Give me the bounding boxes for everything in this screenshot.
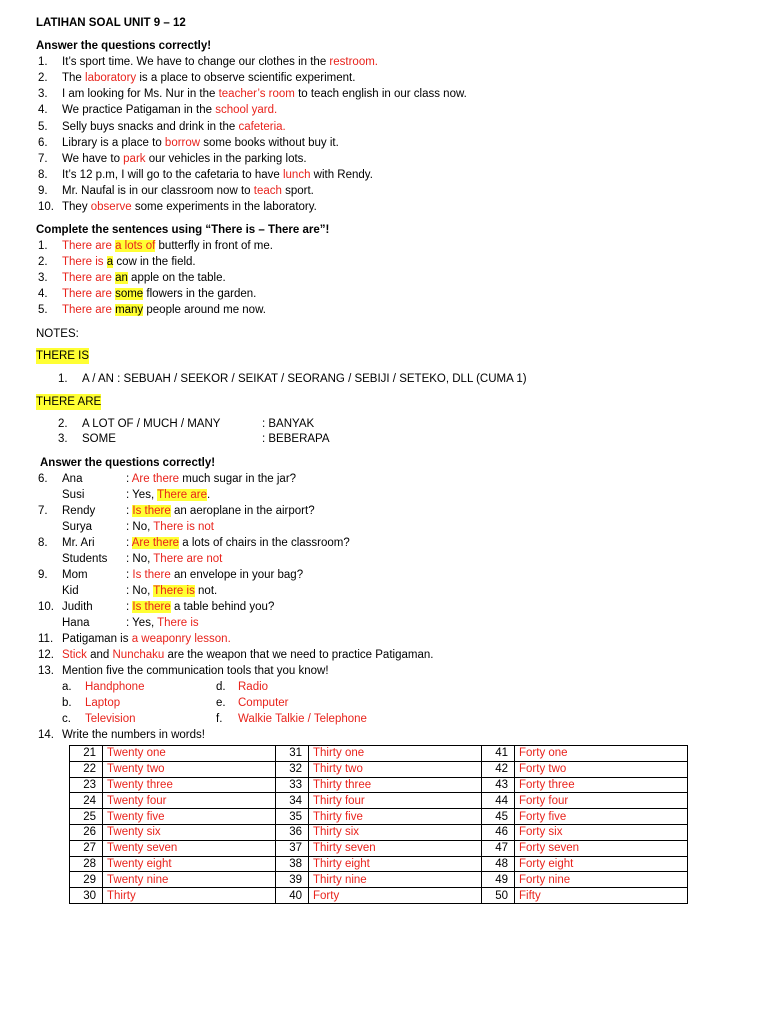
answer-item <box>62 679 144 695</box>
notes-there-is: THERE IS <box>36 350 90 362</box>
text-fragment: We have to <box>62 152 124 165</box>
item-number: 3. <box>38 272 48 284</box>
word-cell: Forty one <box>515 746 688 762</box>
text-fragment: There are <box>62 304 116 316</box>
item-number: 5. <box>38 304 48 316</box>
number-cell: 41 <box>482 746 515 762</box>
text-fragment: with Rendy. <box>310 169 373 182</box>
text-fragment: observe <box>90 201 132 214</box>
word-cell: Twenty two <box>103 761 276 777</box>
answer-value: Television <box>85 713 136 725</box>
text-fragment: a lots of <box>115 240 156 252</box>
question-item <box>38 135 339 151</box>
word-cell: Thirty eight <box>309 856 482 872</box>
answer-item <box>216 679 268 695</box>
word-cell: Forty two <box>515 761 688 777</box>
word-cell: Twenty nine <box>103 872 276 888</box>
number-cell: 34 <box>276 793 309 809</box>
text-fragment: It’s 12 p.m, I will go to the cafetaria to have <box>62 169 283 182</box>
answer-value: Handphone <box>85 681 145 693</box>
text-fragment: some experiments in the laboratory. <box>131 201 317 214</box>
number-cell: 21 <box>70 746 103 762</box>
number-cell: 22 <box>70 761 103 777</box>
text-fragment: I am looking for Ms. Nur in the <box>62 88 219 101</box>
text-fragment: Are there <box>131 537 180 549</box>
text-fragment: Mr. Naufal is in our classroom now to <box>62 185 254 198</box>
dialog-line <box>38 471 296 487</box>
word-cell: Forty three <box>515 777 688 793</box>
word-cell: Twenty five <box>103 809 276 825</box>
word-cell: Forty four <box>515 793 688 809</box>
item-number: 10. <box>38 601 54 613</box>
number-cell: 29 <box>70 872 103 888</box>
number-cell: 36 <box>276 824 309 840</box>
answer-item <box>216 695 289 711</box>
word-cell: Forty nine <box>515 872 688 888</box>
text-fragment: Are there <box>131 473 180 485</box>
word-cell: Thirty four <box>309 793 482 809</box>
text-fragment: not. <box>194 585 218 597</box>
text-fragment: teacher’s room <box>218 88 295 101</box>
item-number: 8. <box>38 169 48 182</box>
dialog-line <box>38 599 274 615</box>
word-cell: Thirty nine <box>309 872 482 888</box>
text-fragment: There are <box>62 240 116 252</box>
text-fragment: : <box>126 537 132 549</box>
text-fragment: We practice Patigaman in the <box>62 104 216 117</box>
item-number: 3. <box>38 88 48 101</box>
word-cell: Thirty six <box>309 824 482 840</box>
item-number: 9. <box>38 185 48 198</box>
text-fragment: much sugar in the jar? <box>179 473 297 485</box>
question-14: 14. Write the numbers in words! <box>38 729 205 741</box>
item-number: 6. <box>38 136 48 149</box>
item-number: 2. <box>38 256 48 268</box>
item-number: 1. <box>38 240 48 252</box>
text-fragment: our vehicles in the parking lots. <box>145 152 307 165</box>
speaker-name: Students <box>62 553 108 565</box>
page-title: LATIHAN SOAL UNIT 9 – 12 <box>36 17 186 29</box>
number-cell: 35 <box>276 809 309 825</box>
table-row <box>70 777 688 793</box>
answer-value: Walkie Talkie / Telephone <box>238 713 367 725</box>
number-cell: 49 <box>482 872 515 888</box>
text-fragment: It’s sport time. We have to change our clothes in the <box>62 56 330 68</box>
text-fragment: There is <box>157 617 199 629</box>
text-fragment: : <box>126 569 133 581</box>
text-fragment: There are <box>157 489 207 501</box>
answer-letter: d. <box>216 681 226 693</box>
text-fragment: a lots of chairs in the classroom? <box>179 537 350 549</box>
number-cell: 44 <box>482 793 515 809</box>
text-fragment: restroom. <box>329 56 378 68</box>
number-cell: 26 <box>70 824 103 840</box>
number-cell: 43 <box>482 777 515 793</box>
question-11: 11. Patigaman is a weaponry lesson. <box>38 633 231 645</box>
table-row <box>70 888 688 904</box>
question-item <box>38 183 314 199</box>
text-fragment: lunch <box>282 169 311 182</box>
text-fragment: Nunchaku <box>112 649 165 661</box>
number-cell: 28 <box>70 856 103 872</box>
number-cell: 33 <box>276 777 309 793</box>
text-fragment: to teach english in our class now. <box>294 88 467 101</box>
text-fragment: flowers in the garden. <box>143 288 257 300</box>
text-fragment: Selly buys snacks and drink in the <box>62 120 239 133</box>
word-cell: Thirty seven <box>309 840 482 856</box>
sentence-item <box>38 270 226 286</box>
text-fragment: There is not <box>153 521 215 533</box>
text-fragment: some <box>115 288 144 300</box>
word-cell: Forty <box>309 888 482 904</box>
question-item <box>38 102 277 118</box>
speaker-name: Judith <box>62 601 93 613</box>
text-fragment: : Yes, <box>126 617 158 629</box>
text-fragment: are the weapon that we need to practice Patigaman. <box>164 649 434 661</box>
text-fragment: sport. <box>281 185 314 198</box>
item-number: 8. <box>38 537 48 549</box>
number-cell: 32 <box>276 761 309 777</box>
word-cell: Twenty four <box>103 793 276 809</box>
item-number: 9. <box>38 569 48 581</box>
number-cell: 47 <box>482 840 515 856</box>
sentence-item <box>38 302 266 318</box>
table-row <box>70 856 688 872</box>
question-12: 12. Stick and Nunchaku are the weapon that we need to practice Patigaman. <box>38 649 434 661</box>
text-fragment: cafeteria. <box>238 120 286 133</box>
text-fragment: : Yes, <box>126 489 158 501</box>
table-row <box>70 824 688 840</box>
dialog-line <box>38 551 222 567</box>
dialog-line <box>38 519 214 535</box>
dialog-line <box>38 583 217 599</box>
word-cell: Twenty one <box>103 746 276 762</box>
sentence-item <box>38 254 196 270</box>
text-fragment: Is there <box>132 505 171 517</box>
text-fragment: There is <box>153 585 195 597</box>
word-cell: Twenty six <box>103 824 276 840</box>
text-fragment: There are <box>62 288 116 300</box>
text-fragment: a <box>106 256 114 268</box>
answer-letter: e. <box>216 697 226 709</box>
text-fragment: an <box>115 272 128 284</box>
text-fragment: . <box>207 489 211 501</box>
text-fragment: : No, <box>126 521 154 533</box>
word-cell: Twenty three <box>103 777 276 793</box>
text-fragment: an aeroplane in the airport? <box>170 505 315 517</box>
table-row <box>70 746 688 762</box>
answer-value: Radio <box>238 681 269 693</box>
notes-there-are-item: 3. SOME : BEBERAPA <box>58 433 330 445</box>
item-number: 4. <box>38 288 48 300</box>
question-13: 13. Mention five the communication tools that you know! <box>38 665 329 677</box>
table-row <box>70 840 688 856</box>
number-cell: 38 <box>276 856 309 872</box>
text-fragment: : <box>126 505 133 517</box>
number-cell: 25 <box>70 809 103 825</box>
text-fragment: There are not <box>153 553 223 565</box>
item-number: 5. <box>38 120 48 133</box>
item-number: 2. <box>38 72 48 85</box>
item-number: 7. <box>38 505 48 517</box>
number-cell: 39 <box>276 872 309 888</box>
text-fragment: Library is a place to <box>62 136 165 149</box>
word-cell: Forty seven <box>515 840 688 856</box>
notes-there-are: THERE ARE <box>36 396 102 408</box>
item-number: 10. <box>38 201 54 214</box>
word-cell: Fifty <box>515 888 688 904</box>
notes-there-is-item: 1. A / AN : SEBUAH / SEEKOR / SEIKAT / SEORANG / SEBIJI / SETEKO, DLL (CUMA 1) <box>58 373 527 385</box>
text-fragment: Is there <box>132 601 171 613</box>
word-cell: Thirty one <box>309 746 482 762</box>
number-cell: 42 <box>482 761 515 777</box>
section2-heading: Complete the sentences using “There is – There are”! <box>36 224 330 236</box>
word-cell: Forty eight <box>515 856 688 872</box>
number-cell: 37 <box>276 840 309 856</box>
table-row <box>70 761 688 777</box>
text-fragment: Is there <box>132 569 171 581</box>
text-fragment: school yard. <box>215 104 278 117</box>
number-cell: 40 <box>276 888 309 904</box>
section1-heading: Answer the questions correctly! <box>36 40 212 52</box>
answer-item <box>62 695 120 711</box>
text-fragment: people around me now. <box>143 304 266 316</box>
question-item <box>38 86 467 102</box>
text-fragment: and <box>86 649 113 661</box>
number-cell: 31 <box>276 746 309 762</box>
speaker-name: Susi <box>62 489 85 501</box>
number-cell: 23 <box>70 777 103 793</box>
question-item <box>38 119 286 135</box>
speaker-name: Surya <box>62 521 93 533</box>
text-fragment: is a place to observe scientific experiment. <box>136 72 356 85</box>
question-item <box>38 167 373 183</box>
text-fragment: There are <box>62 272 116 284</box>
question-item <box>38 151 307 167</box>
item-number: 6. <box>38 473 48 485</box>
question-item <box>38 199 317 215</box>
text-fragment: many <box>115 304 144 316</box>
number-cell: 46 <box>482 824 515 840</box>
speaker-name: Hana <box>62 617 90 629</box>
text-fragment: laboratory <box>85 72 137 85</box>
speaker-name: Ana <box>62 473 83 485</box>
section3-heading: Answer the questions correctly! <box>40 457 216 469</box>
word-cell: Forty six <box>515 824 688 840</box>
text-fragment: a table behind you? <box>170 601 275 613</box>
answer-item <box>216 711 367 727</box>
sentence-item <box>38 286 256 302</box>
item-number: 1. <box>38 56 48 68</box>
dialog-line <box>38 487 210 503</box>
text-fragment: : <box>126 601 133 613</box>
answer-value: Computer <box>238 697 289 709</box>
text-fragment: an envelope in your bag? <box>170 569 304 581</box>
item-number: 7. <box>38 152 48 165</box>
word-cell: Twenty seven <box>103 840 276 856</box>
item-number: 4. <box>38 104 48 117</box>
question-item <box>38 70 355 86</box>
table-row <box>70 809 688 825</box>
speaker-name: Mom <box>62 569 88 581</box>
text-fragment: some books without buy it. <box>200 136 339 149</box>
text-fragment: Stick <box>62 649 87 661</box>
text-fragment: Patigaman is <box>62 633 132 645</box>
text-fragment: a weaponry lesson. <box>131 633 231 645</box>
number-cell: 50 <box>482 888 515 904</box>
speaker-name: Rendy <box>62 505 96 517</box>
dialog-line <box>38 503 315 519</box>
notes-label: NOTES: <box>36 328 79 340</box>
sentence-item <box>38 238 273 254</box>
speaker-name: Mr. Ari <box>62 537 95 549</box>
text-fragment: teach <box>253 185 282 198</box>
answer-item <box>62 711 136 727</box>
dialog-line <box>38 567 303 583</box>
table-row <box>70 793 688 809</box>
text-fragment: borrow <box>164 136 201 149</box>
text-fragment: : No, <box>126 553 154 565</box>
number-cell: 24 <box>70 793 103 809</box>
text-fragment: The <box>62 72 86 85</box>
answer-letter: b. <box>62 697 72 709</box>
text-fragment: cow in the field. <box>113 256 196 268</box>
number-cell: 30 <box>70 888 103 904</box>
text-fragment: apple on the table. <box>127 272 226 284</box>
table-row <box>70 872 688 888</box>
dialog-line <box>38 615 199 631</box>
answer-letter: c. <box>62 713 71 725</box>
text-fragment: They <box>62 201 91 214</box>
text-fragment: : <box>126 473 132 485</box>
answer-letter: a. <box>62 681 72 693</box>
answer-value: Laptop <box>85 697 121 709</box>
dialog-line <box>38 535 350 551</box>
number-cell: 45 <box>482 809 515 825</box>
answer-letter: f. <box>216 713 223 725</box>
text-fragment: butterfly in front of me. <box>155 240 273 252</box>
word-cell: Thirty two <box>309 761 482 777</box>
text-fragment: There is <box>62 256 107 268</box>
numbers-table <box>69 745 688 904</box>
text-fragment: : No, <box>126 585 154 597</box>
word-cell: Thirty five <box>309 809 482 825</box>
number-cell: 27 <box>70 840 103 856</box>
word-cell: Twenty eight <box>103 856 276 872</box>
question-item <box>38 54 378 70</box>
number-cell: 48 <box>482 856 515 872</box>
word-cell: Forty five <box>515 809 688 825</box>
word-cell: Thirty three <box>309 777 482 793</box>
text-fragment: park <box>123 152 146 165</box>
word-cell: Thirty <box>103 888 276 904</box>
speaker-name: Kid <box>62 585 79 597</box>
notes-there-are-item: 2. A LOT OF / MUCH / MANY : BANYAK <box>58 418 315 430</box>
